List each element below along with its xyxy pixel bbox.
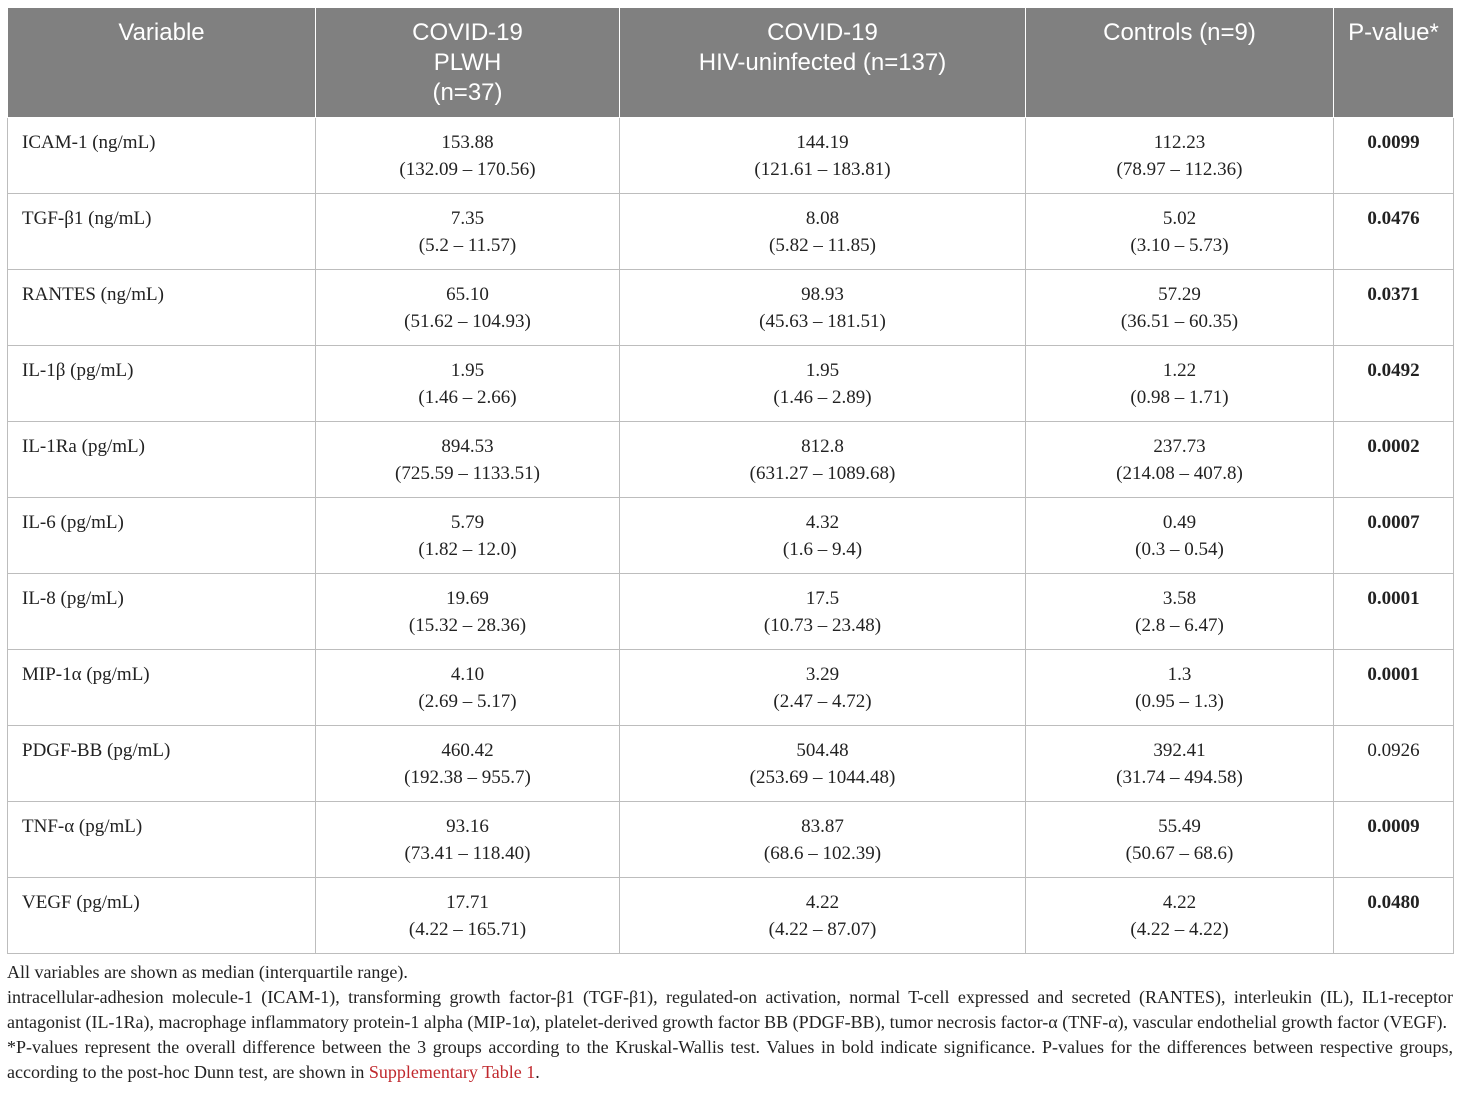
cell-p-value: 0.0001 — [1334, 650, 1454, 726]
iqr-value: (2.69 – 5.17) — [418, 691, 517, 712]
cell-p-value: 0.0480 — [1334, 878, 1454, 954]
cell-plwh — [316, 270, 620, 346]
header-p-value: P-value* — [1334, 8, 1454, 118]
cell-hiv-uninfected — [620, 498, 1026, 574]
cell-plwh — [316, 498, 620, 574]
header-variable: Variable — [8, 8, 316, 118]
cell-variable: VEGF (pg/mL) — [8, 878, 316, 954]
cell-plwh — [316, 574, 620, 650]
iqr-value: (725.59 – 1133.51) — [395, 463, 540, 484]
iqr-value: (36.51 – 60.35) — [1120, 311, 1239, 332]
cell-controls — [1026, 498, 1334, 574]
table-row — [8, 878, 1454, 954]
median-value: 65.10 — [446, 284, 489, 305]
iqr-value: (121.61 – 183.81) — [754, 159, 891, 180]
cell-hiv-uninfected — [620, 270, 1026, 346]
header-controls: Controls (n=9) — [1026, 8, 1334, 118]
median-value: 4.32 — [805, 512, 840, 533]
cell-p-value: 0.0001 — [1334, 574, 1454, 650]
cell-hiv-uninfected — [620, 878, 1026, 954]
iqr-value: (214.08 – 407.8) — [1116, 463, 1243, 484]
median-value: 83.87 — [801, 816, 844, 837]
iqr-value: (3.10 – 5.73) — [1130, 235, 1229, 256]
cell-plwh — [316, 802, 620, 878]
cell-controls — [1026, 650, 1334, 726]
iqr-value: (51.62 – 104.93) — [404, 311, 531, 332]
median-value: 460.42 — [441, 740, 494, 761]
header-covid-hiv-uninfected: COVID-19 HIV-uninfected (n=137) — [620, 8, 1026, 118]
iqr-value: (5.2 – 11.57) — [418, 235, 517, 256]
table-row — [8, 650, 1454, 726]
iqr-value: (73.41 – 118.40) — [404, 843, 531, 864]
table-footnotes — [7, 960, 1453, 1085]
cell-controls — [1026, 574, 1334, 650]
median-value: 17.71 — [446, 892, 489, 913]
table-row — [8, 574, 1454, 650]
cell-plwh — [316, 878, 620, 954]
cell-variable: IL-1Ra (pg/mL) — [8, 422, 316, 498]
iqr-value: (1.82 – 12.0) — [418, 539, 517, 560]
median-value: 7.35 — [450, 208, 485, 229]
table-header-row — [8, 8, 1454, 118]
median-value: 144.19 — [796, 132, 849, 153]
median-value: 5.79 — [450, 512, 485, 533]
median-value: 1.95 — [450, 360, 485, 381]
median-value: 1.3 — [1167, 664, 1192, 685]
cell-variable: IL-6 (pg/mL) — [8, 498, 316, 574]
iqr-value: (631.27 – 1089.68) — [749, 463, 896, 484]
cell-p-value: 0.0492 — [1334, 346, 1454, 422]
median-value: 55.49 — [1158, 816, 1201, 837]
median-value: 17.5 — [805, 588, 840, 609]
table-row — [8, 194, 1454, 270]
cell-controls — [1026, 422, 1334, 498]
cell-hiv-uninfected — [620, 574, 1026, 650]
iqr-value: (1.46 – 2.89) — [773, 387, 872, 408]
iqr-value: (68.6 – 102.39) — [763, 843, 882, 864]
cell-hiv-uninfected — [620, 194, 1026, 270]
iqr-value: (2.8 – 6.47) — [1135, 615, 1224, 636]
cell-controls — [1026, 118, 1334, 194]
cell-p-value: 0.0926 — [1334, 726, 1454, 802]
cell-controls — [1026, 802, 1334, 878]
cell-variable: ICAM-1 (ng/mL) — [8, 118, 316, 194]
median-value: 5.02 — [1162, 208, 1197, 229]
iqr-value: (45.63 – 181.51) — [759, 311, 886, 332]
iqr-value: (31.74 – 494.58) — [1116, 767, 1243, 788]
footnote-pvalues: *P-values represent the overall difference between the 3 groups according to the Kruskal-Wallis test. Values in bold indicate significance. P-values for the differences between respective groups, according to the post-hoc Dunn test, are shown in Supplementary Table 1. — [7, 1037, 1453, 1082]
median-value: 504.48 — [796, 740, 849, 761]
iqr-value: (0.95 – 1.3) — [1135, 691, 1224, 712]
cell-controls — [1026, 194, 1334, 270]
cell-variable: RANTES (ng/mL) — [8, 270, 316, 346]
median-value: 153.88 — [441, 132, 494, 153]
cell-variable: TGF-β1 (ng/mL) — [8, 194, 316, 270]
median-value: 93.16 — [446, 816, 489, 837]
table-row — [8, 726, 1454, 802]
iqr-value: (1.46 – 2.66) — [418, 387, 517, 408]
cell-p-value: 0.0476 — [1334, 194, 1454, 270]
cell-p-value: 0.0002 — [1334, 422, 1454, 498]
iqr-value: (4.22 – 4.22) — [1130, 919, 1229, 940]
table-row — [8, 270, 1454, 346]
iqr-value: (10.73 – 23.48) — [763, 615, 882, 636]
cell-plwh — [316, 194, 620, 270]
median-value: 4.10 — [450, 664, 485, 685]
iqr-value: (0.98 – 1.71) — [1130, 387, 1229, 408]
footnote-median: All variables are shown as median (interquartile range). — [7, 962, 408, 982]
table-row — [8, 118, 1454, 194]
cytokine-table — [7, 7, 1454, 954]
cell-hiv-uninfected — [620, 650, 1026, 726]
footnote-abbreviations: intracellular-adhesion molecule-1 (ICAM-1), transforming growth factor-β1 (TGF-β1), regulated-on activation, normal T-cell expressed and secreted (RANTES), interleukin (IL), IL1-receptor antagonist (IL-1Ra), macrophage inflammatory protein-1 alpha (MIP-1α), platelet-derived growth factor BB (PDGF-BB), tumor necrosis factor-α (TNF-α), vascular endothelial growth factor (VEGF). — [7, 987, 1453, 1032]
cell-p-value: 0.0009 — [1334, 802, 1454, 878]
cell-plwh — [316, 422, 620, 498]
iqr-value: (50.67 – 68.6) — [1125, 843, 1234, 864]
cell-hiv-uninfected — [620, 346, 1026, 422]
cell-p-value: 0.0007 — [1334, 498, 1454, 574]
iqr-value: (0.3 – 0.54) — [1135, 539, 1224, 560]
cell-controls — [1026, 270, 1334, 346]
cell-hiv-uninfected — [620, 726, 1026, 802]
median-value: 3.29 — [805, 664, 840, 685]
cell-variable: IL-1β (pg/mL) — [8, 346, 316, 422]
iqr-value: (253.69 – 1044.48) — [749, 767, 896, 788]
cell-p-value: 0.0099 — [1334, 118, 1454, 194]
median-value: 19.69 — [446, 588, 489, 609]
cell-hiv-uninfected — [620, 802, 1026, 878]
median-value: 8.08 — [805, 208, 840, 229]
iqr-value: (1.6 – 9.4) — [782, 539, 863, 560]
iqr-value: (5.82 – 11.85) — [769, 235, 876, 256]
cell-p-value: 0.0371 — [1334, 270, 1454, 346]
iqr-value: (4.22 – 165.71) — [408, 919, 527, 940]
cell-variable: IL-8 (pg/mL) — [8, 574, 316, 650]
iqr-value: (132.09 – 170.56) — [399, 159, 536, 180]
cell-controls — [1026, 726, 1334, 802]
median-value: 894.53 — [441, 436, 494, 457]
iqr-value: (15.32 – 28.36) — [408, 615, 527, 636]
table-row — [8, 422, 1454, 498]
table-row — [8, 802, 1454, 878]
supplementary-table-link[interactable]: Supplementary Table 1 — [368, 1062, 536, 1082]
cell-plwh — [316, 118, 620, 194]
cell-hiv-uninfected — [620, 422, 1026, 498]
median-value: 57.29 — [1158, 284, 1201, 305]
median-value: 4.22 — [1162, 892, 1197, 913]
median-value: 0.49 — [1162, 512, 1197, 533]
table-row — [8, 346, 1454, 422]
cell-plwh — [316, 726, 620, 802]
header-covid-plwh: COVID-19 PLWH (n=37) — [316, 8, 620, 118]
cell-controls — [1026, 878, 1334, 954]
median-value: 98.93 — [801, 284, 844, 305]
cell-plwh — [316, 346, 620, 422]
cell-variable: MIP-1α (pg/mL) — [8, 650, 316, 726]
median-value: 1.22 — [1162, 360, 1197, 381]
table-body — [8, 118, 1454, 954]
iqr-value: (78.97 – 112.36) — [1116, 159, 1243, 180]
cell-controls — [1026, 346, 1334, 422]
median-value: 812.8 — [801, 436, 844, 457]
iqr-value: (2.47 – 4.72) — [773, 691, 872, 712]
median-value: 392.41 — [1153, 740, 1206, 761]
median-value: 4.22 — [805, 892, 840, 913]
median-value: 1.95 — [805, 360, 840, 381]
cell-variable: PDGF-BB (pg/mL) — [8, 726, 316, 802]
median-value: 237.73 — [1153, 436, 1206, 457]
iqr-value: (192.38 – 955.7) — [404, 767, 531, 788]
iqr-value: (4.22 – 87.07) — [768, 919, 877, 940]
cell-plwh — [316, 650, 620, 726]
median-value: 112.23 — [1153, 132, 1206, 153]
median-value: 3.58 — [1162, 588, 1197, 609]
table-row — [8, 498, 1454, 574]
cell-hiv-uninfected — [620, 118, 1026, 194]
cell-variable: TNF-α (pg/mL) — [8, 802, 316, 878]
